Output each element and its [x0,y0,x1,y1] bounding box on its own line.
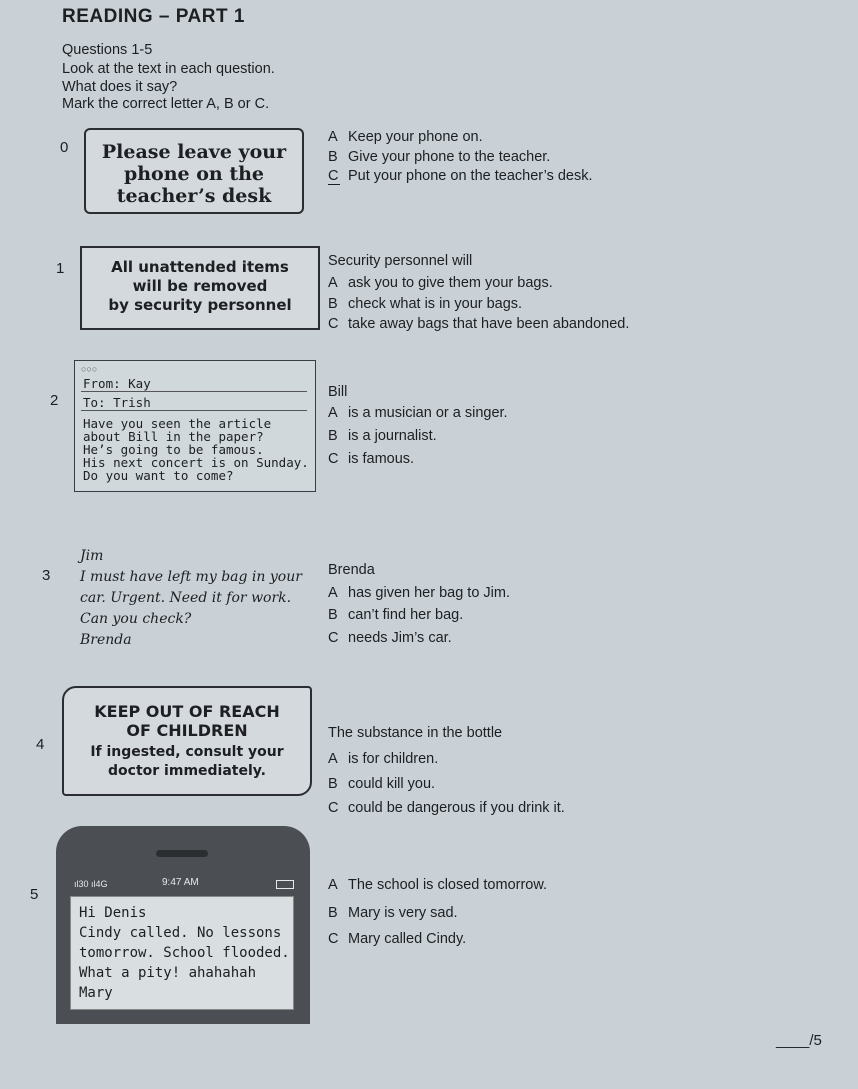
question-number-2: 2 [50,392,59,409]
email-line: He’s going to be famous. [83,442,264,457]
instruction-3: Mark the correct letter A, B or C. [62,96,270,112]
option-q3-a[interactable]: A has given her bag to Jim. [328,585,511,601]
battery-icon [276,880,294,889]
sms-line: Hi Denis [79,905,147,921]
sms-line: What a pity! ahahahah [79,965,257,981]
option-q4-a[interactable]: A is for children. [328,751,439,767]
notice-line: teacher’s desk [116,185,272,207]
notice-line: All unattended items [111,258,289,276]
email-line: His next concert is on Sunday. [83,455,309,470]
page-title: READING – PART 1 [62,6,245,27]
divider [81,391,307,392]
score-total: /5 [809,1032,822,1049]
notice-line: by security personnel [108,296,292,314]
phone [56,826,310,1024]
notice-line: Please leave your [101,141,287,163]
score-blank[interactable]: ____ [776,1032,810,1049]
sms-line: Mary [79,985,113,1001]
stem-q3: Brenda [328,562,375,578]
option-q4-b[interactable]: B could kill you. [328,776,436,792]
option-q1-b[interactable]: B check what is in your bags. [328,296,523,312]
email-from: From: Kay [83,376,151,391]
notice-line: OF CHILDREN [126,721,248,740]
notice-line: KEEP OUT OF REACH [94,702,280,721]
notice-line: If ingested, consult your [90,744,284,760]
question-number-5: 5 [30,886,39,903]
email-window [74,360,316,492]
note-line: Brenda [80,632,132,648]
handwritten-note [80,546,302,651]
email-line: about Bill in the paper? [83,429,264,444]
notice-q1 [80,246,320,330]
stem-q4: The substance in the bottle [328,725,503,741]
notice-q0 [84,128,304,214]
sms-line: Cindy called. No lessons [79,925,282,941]
option-q1-c[interactable]: C take away bags that have been abandoned. [328,316,630,332]
notice-line: will be removed [132,277,268,295]
message-screen [70,896,294,1010]
question-number-4: 4 [36,736,45,753]
questions-range: Questions 1-5 [62,42,153,58]
sms-message [79,903,290,1003]
instruction-2: What does it say? [62,79,178,95]
status-bar [70,878,300,892]
note-line: Can you check? [80,611,192,627]
option-q5-a[interactable]: A The school is closed tomorrow. [328,877,548,893]
sms-line: tomorrow. School flooded. [79,945,290,961]
option-q2-c[interactable]: C is famous. [328,451,415,467]
notice-q4 [62,686,312,796]
option-q5-c[interactable]: C Mary called Cindy. [328,931,467,947]
note-line: I must have left my bag in your [80,569,302,585]
option-q0-a[interactable]: A Keep your phone on. [328,129,483,145]
window-controls-icon: ○○○ [81,364,98,374]
note-line: car. Urgent. Need it for work. [80,590,292,606]
notice-line: phone on the [123,163,265,185]
stem-q2: Bill [328,384,348,400]
option-q0-b[interactable]: B Give your phone to the teacher. [328,149,551,165]
option-q0-c[interactable]: C Put your phone on the teacher’s desk. [328,168,593,184]
note-line: Jim [80,548,104,564]
option-q2-a[interactable]: A is a musician or a singer. [328,405,508,421]
email-body [83,417,309,482]
option-q3-b[interactable]: B can’t find her bag. [328,607,464,623]
email-line: Do you want to come? [83,468,234,483]
speaker-icon [156,850,208,857]
option-q3-c[interactable]: C needs Jim’s car. [328,630,452,646]
instruction-1: Look at the text in each question. [62,61,275,77]
email-line: Have you seen the article [83,416,272,431]
option-q4-c[interactable]: C could be dangerous if you drink it. [328,800,565,816]
question-number-3: 3 [42,567,51,584]
option-q5-b[interactable]: B Mary is very sad. [328,905,458,921]
notice-line: doctor immediately. [108,763,266,779]
email-to: To: Trish [83,395,151,410]
signal-icon: ıl30 ıl4G [74,879,108,889]
status-time: 9:47 AM [162,877,199,888]
divider [81,410,307,411]
option-q1-a[interactable]: A ask you to give them your bags. [328,275,553,291]
option-q2-b[interactable]: B is a journalist. [328,428,437,444]
question-number-1: 1 [56,260,65,277]
stem-q1: Security personnel will [328,253,473,269]
score-box [776,1032,822,1049]
question-number-0: 0 [60,139,69,156]
